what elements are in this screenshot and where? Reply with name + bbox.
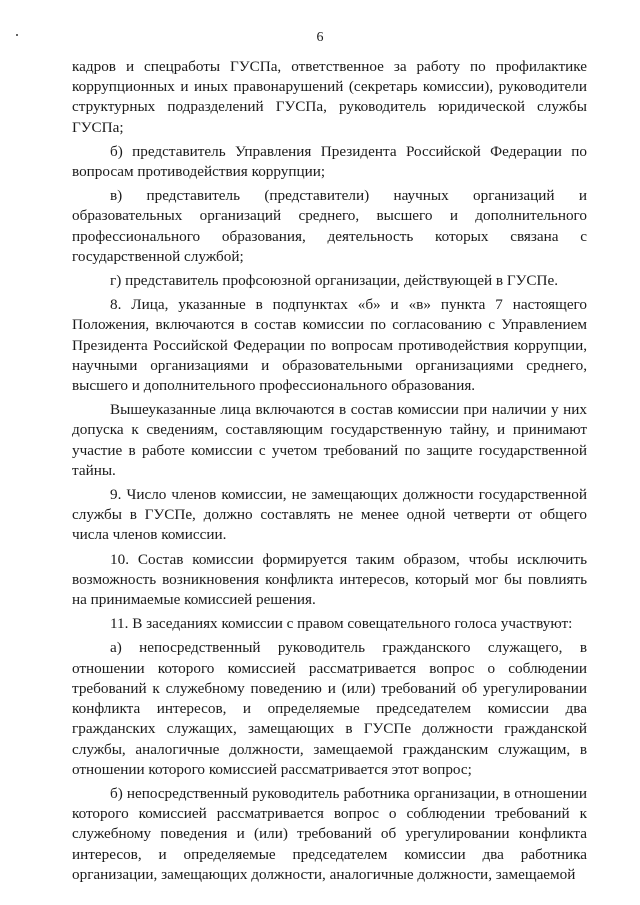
paragraph-clearance: Вышеуказанные лица включаются в состав комиссии при наличии у них допуска к сведениям, составляющим государственную тайну, и принимают участие в работе комиссии с учетом требований по защите государственной тайны. xyxy=(72,401,587,479)
paragraph-clause-11: 11. В заседаниях комиссии с правом совещательного голоса участвуют: xyxy=(110,615,573,633)
paragraph-item-b-second: б) непосредственный руководитель работника организации, в отношении которого комиссией рассматривается вопрос о соблюдении требований к служебному поведения и (или) требований об урегулировании конфликта интересов, и определяемые председателем комиссии два работника организации, замещающих должности, аналогичные должности, замещаемой xyxy=(72,784,587,883)
paragraph-item-a: а) непосредственный руководитель гражданского служащего, в отношении которого комиссией рассматривается вопрос о соблюдении требований к служебному поведению и (или) требований об урегулировании конфликта интересов, и определяемые председателем комиссии два гражданских служащих, замещающих в ГУСПе должности гражданской службы, аналогичные должности, замещаемой гражданским служащим, в отношении которого комиссией рассматривается этот вопрос; xyxy=(72,639,587,778)
paragraph-clause-10: 10. Состав комиссии формируется таким образом, чтобы исключить возможность возникновения конфликта интересов, который мог бы повлиять на принимаемые комиссией решения. xyxy=(72,550,587,609)
paragraph-item-b: б) представитель Управления Президента Российской Федерации по вопросам противодействия коррупции; xyxy=(72,142,587,181)
paragraph-clause-8: 8. Лица, указанные в подпунктах «б» и «в» пункта 7 настоящего Положения, включаются в состав комиссии по согласованию с Управлением Президента Российской Федерации по вопросам противодействия коррупции, научными организациями и образовательными организациями среднего, высшего и дополнительного профессионального образования. xyxy=(72,296,587,395)
paragraph-clause-9: 9. Число членов комиссии, не замещающих должности государственной службы в ГУСПе, должно составлять не менее одной четверти от общего числа членов комиссии. xyxy=(72,486,587,544)
page-number: 6 xyxy=(316,30,324,45)
paragraph-continuation: кадров и спецработы ГУСПа, ответственное за работу по профилактике коррупционных и иных правонарушений (секретарь комиссии), руководители структурных подразделений ГУСПа, руководитель юридической службы ГУСПа; xyxy=(72,58,587,136)
paragraph-item-v: в) представитель (представители) научных организаций и образовательных организаций среднего, высшего и дополнительного профессионального образования, деятельность которых связана с государственной службой; xyxy=(72,187,587,265)
document-body xyxy=(72,57,587,889)
paragraph-item-g: г) представитель профсоюзной организации, действующей в ГУСПе. xyxy=(110,272,559,290)
